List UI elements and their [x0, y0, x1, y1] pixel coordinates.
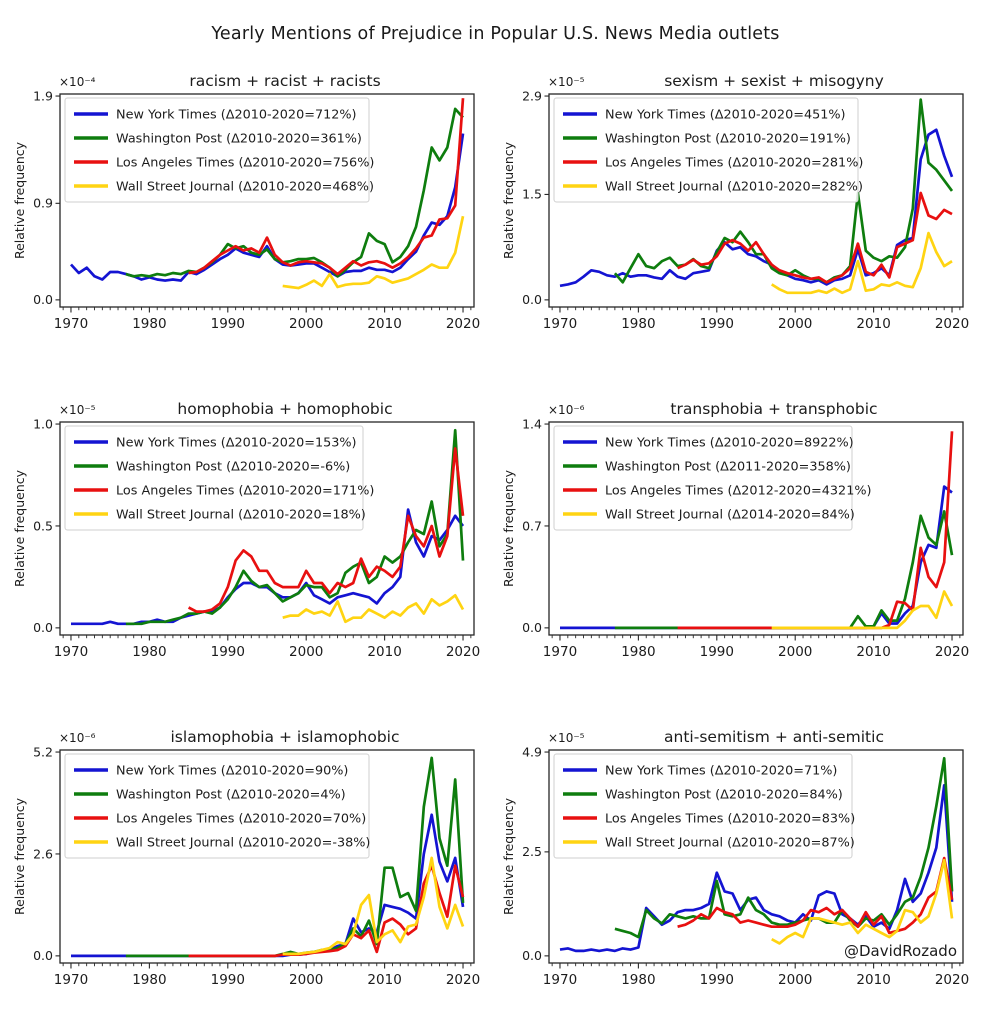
x-axis-ticks — [54, 635, 480, 660]
chart-islamophobia-svg — [12, 720, 482, 998]
chart-title: islamophobia + islamophobic — [170, 728, 400, 746]
legend-label-wall-street-journal: Wall Street Journal (Δ2010-2020=468%) — [116, 179, 374, 195]
y-tick-label-5.2: 5.2 — [33, 744, 53, 760]
subplot-transphobia — [495, 392, 984, 670]
y-tick-label-4.9: 4.9 — [522, 744, 542, 760]
y-tick-label-0.0: 0.0 — [33, 620, 53, 636]
x-tick-label-2020: 2020 — [934, 316, 970, 332]
legend-label-los-angeles-times: Los Angeles Times (Δ2010-2020=70%) — [116, 811, 367, 827]
legend-label-los-angeles-times: Los Angeles Times (Δ2010-2020=83%) — [605, 811, 856, 827]
legend — [554, 98, 863, 202]
legend-label-los-angeles-times: Los Angeles Times (Δ2010-2020=756%) — [116, 155, 375, 171]
chart-title: racism + racist + racists — [189, 72, 381, 90]
x-tick-label-1980: 1980 — [621, 316, 656, 332]
chart-antisemitism-svg — [501, 720, 971, 998]
x-tick-label-2000: 2000 — [778, 644, 813, 660]
x-tick-label-2020: 2020 — [445, 316, 481, 332]
y-tick-label-0.0: 0.0 — [522, 292, 542, 308]
y-scale-label: ×10⁻⁵ — [59, 403, 96, 417]
y-tick-label-0.9: 0.9 — [33, 195, 53, 211]
x-tick-label-2010: 2010 — [856, 972, 891, 988]
subplot-homophobia — [6, 392, 495, 670]
x-tick-label-1970: 1970 — [53, 972, 89, 988]
chart-transphobia-svg — [501, 392, 971, 670]
x-tick-label-2020: 2020 — [445, 644, 481, 660]
x-tick-label-2010: 2010 — [367, 972, 402, 988]
y-axis-label: Relative frequency — [12, 797, 27, 916]
y-axis-ticks — [522, 744, 549, 963]
page-title: Yearly Mentions of Prejudice in Popular U.S. News Media outlets — [211, 24, 780, 44]
legend — [554, 754, 855, 858]
legend-label-washington-post: Washington Post (Δ2010-2020=-6%) — [116, 459, 351, 475]
y-tick-label-0.0: 0.0 — [33, 292, 53, 308]
chart-racism-svg — [12, 64, 482, 342]
x-tick-label-1970: 1970 — [542, 972, 578, 988]
legend-label-washington-post: Washington Post (Δ2011-2020=358%) — [605, 459, 851, 475]
subplot-sexism — [495, 64, 984, 342]
subplot-racism — [6, 64, 495, 342]
y-scale-label: ×10⁻⁴ — [59, 75, 96, 89]
legend — [65, 754, 370, 858]
x-tick-label-1990: 1990 — [699, 316, 734, 332]
legend-label-los-angeles-times: Los Angeles Times (Δ2010-2020=171%) — [116, 483, 375, 499]
legend-label-washington-post: Washington Post (Δ2010-2020=4%) — [116, 787, 346, 803]
legend — [65, 426, 374, 530]
y-scale-label: ×10⁻⁶ — [548, 403, 585, 417]
legend-label-new-york-times: New York Times (Δ2010-2020=71%) — [605, 763, 838, 779]
legend — [554, 426, 872, 530]
x-tick-label-1980: 1980 — [132, 644, 167, 660]
legend-label-new-york-times: New York Times (Δ2010-2020=153%) — [116, 435, 357, 451]
x-tick-label-2000: 2000 — [289, 316, 324, 332]
y-scale-label: ×10⁻⁵ — [548, 75, 585, 89]
y-tick-label-2.6: 2.6 — [33, 846, 53, 862]
legend-label-new-york-times: New York Times (Δ2010-2020=90%) — [116, 763, 349, 779]
x-tick-label-2000: 2000 — [289, 644, 324, 660]
legend-label-new-york-times: New York Times (Δ2010-2020=8922%) — [605, 435, 854, 451]
y-axis-ticks — [33, 88, 60, 307]
y-tick-label-1.5: 1.5 — [522, 186, 542, 202]
x-axis-ticks — [54, 963, 480, 988]
chart-title: transphobia + transphobic — [670, 400, 878, 418]
y-scale-label: ×10⁻⁶ — [59, 731, 96, 745]
y-tick-label-1.4: 1.4 — [522, 416, 542, 432]
y-tick-label-0.0: 0.0 — [33, 948, 53, 964]
legend-label-wall-street-journal: Wall Street Journal (Δ2010-2020=-38%) — [116, 835, 371, 851]
x-tick-label-2020: 2020 — [934, 972, 970, 988]
watermark: @DavidRozado — [844, 942, 957, 960]
legend-label-washington-post: Washington Post (Δ2010-2020=191%) — [605, 131, 851, 147]
x-tick-label-2000: 2000 — [289, 972, 324, 988]
legend-label-wall-street-journal: Wall Street Journal (Δ2014-2020=84%) — [605, 507, 855, 523]
y-tick-label-2.9: 2.9 — [522, 88, 542, 104]
x-tick-label-2000: 2000 — [778, 316, 813, 332]
y-tick-label-0.5: 0.5 — [33, 518, 53, 534]
x-axis-ticks — [543, 307, 969, 332]
x-tick-label-2020: 2020 — [445, 972, 481, 988]
x-tick-label-1990: 1990 — [210, 644, 245, 660]
y-tick-label-0.0: 0.0 — [522, 948, 542, 964]
x-tick-label-1970: 1970 — [53, 316, 89, 332]
x-tick-label-1980: 1980 — [621, 972, 656, 988]
x-tick-label-1980: 1980 — [132, 316, 167, 332]
chart-title: sexism + sexist + misogyny — [664, 72, 884, 90]
x-tick-label-1970: 1970 — [53, 644, 89, 660]
y-axis-label: Relative frequency — [12, 141, 27, 260]
subplot-islamophobia — [6, 720, 495, 998]
x-tick-label-2010: 2010 — [856, 316, 891, 332]
legend-label-los-angeles-times: Los Angeles Times (Δ2010-2020=281%) — [605, 155, 864, 171]
chart-sexism-svg — [501, 64, 971, 342]
x-tick-label-1990: 1990 — [210, 316, 245, 332]
y-axis-ticks — [522, 88, 549, 307]
legend-label-wall-street-journal: Wall Street Journal (Δ2010-2020=18%) — [116, 507, 366, 523]
charts-grid — [0, 64, 991, 998]
y-axis-label: Relative frequency — [501, 469, 516, 588]
legend — [65, 98, 374, 202]
legend-label-wall-street-journal: Wall Street Journal (Δ2010-2020=282%) — [605, 179, 863, 195]
line-wall-street-journal — [772, 860, 952, 943]
x-tick-label-1980: 1980 — [621, 644, 656, 660]
x-tick-label-2010: 2010 — [856, 644, 891, 660]
y-tick-label-1.0: 1.0 — [33, 416, 53, 432]
y-axis-ticks — [33, 416, 60, 635]
x-tick-label-1970: 1970 — [542, 316, 578, 332]
legend-label-los-angeles-times: Los Angeles Times (Δ2012-2020=4321%) — [605, 483, 872, 499]
y-axis-label: Relative frequency — [501, 797, 516, 916]
chart-title: anti-semitism + anti-semitic — [664, 728, 884, 746]
y-tick-label-0.7: 0.7 — [522, 518, 542, 534]
chart-title: homophobia + homophobic — [177, 400, 393, 418]
y-axis-label: Relative frequency — [501, 141, 516, 260]
x-tick-label-2020: 2020 — [934, 644, 970, 660]
x-axis-ticks — [543, 963, 969, 988]
chart-homophobia-svg — [12, 392, 482, 670]
legend-label-washington-post: Washington Post (Δ2010-2020=84%) — [605, 787, 843, 803]
y-tick-label-0.0: 0.0 — [522, 620, 542, 636]
x-tick-label-2010: 2010 — [367, 316, 402, 332]
legend-label-new-york-times: New York Times (Δ2010-2020=451%) — [605, 107, 846, 123]
x-tick-label-2010: 2010 — [367, 644, 402, 660]
legend-label-wall-street-journal: Wall Street Journal (Δ2010-2020=87%) — [605, 835, 855, 851]
x-tick-label-2000: 2000 — [778, 972, 813, 988]
x-tick-label-1990: 1990 — [699, 644, 734, 660]
x-tick-label-1970: 1970 — [542, 644, 578, 660]
y-axis-label: Relative frequency — [12, 469, 27, 588]
x-tick-label-1990: 1990 — [699, 972, 734, 988]
subplot-antisemitism — [495, 720, 984, 998]
x-tick-label-1980: 1980 — [132, 972, 167, 988]
y-tick-label-1.9: 1.9 — [33, 88, 53, 104]
x-tick-label-1990: 1990 — [210, 972, 245, 988]
x-axis-ticks — [543, 635, 969, 660]
y-tick-label-2.5: 2.5 — [522, 844, 542, 860]
x-axis-ticks — [54, 307, 480, 332]
legend-label-washington-post: Washington Post (Δ2010-2020=361%) — [116, 131, 362, 147]
y-scale-label: ×10⁻⁵ — [548, 731, 585, 745]
legend-label-new-york-times: New York Times (Δ2010-2020=712%) — [116, 107, 357, 123]
y-axis-ticks — [33, 744, 60, 963]
y-axis-ticks — [522, 416, 549, 635]
